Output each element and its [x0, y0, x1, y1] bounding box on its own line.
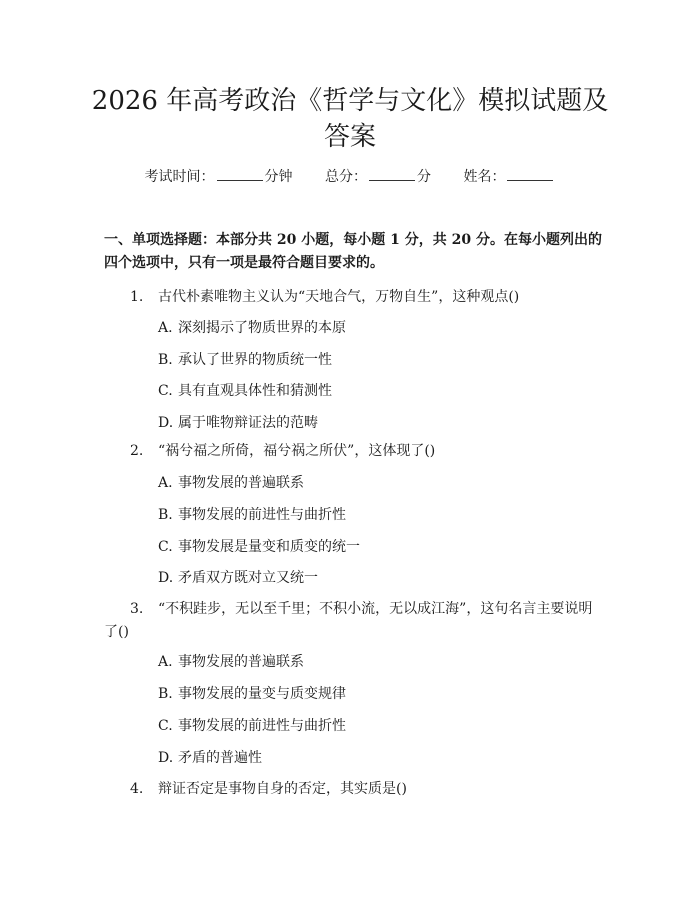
option-text: 深刻揭示了物质世界的本原: [178, 320, 346, 336]
option-item[interactable]: [158, 652, 598, 672]
option-text: 事物发展是量变和质变的统一: [178, 539, 360, 555]
option-item[interactable]: [158, 537, 598, 557]
option-text: 承认了世界的物质统一性: [178, 352, 332, 368]
student-name-field: [463, 166, 555, 188]
student-name-blank[interactable]: [507, 166, 553, 181]
option-text: 具有直观具体性和猜测性: [178, 383, 332, 399]
option-item[interactable]: [158, 505, 598, 525]
option-item[interactable]: [158, 568, 598, 588]
exam-meta: [0, 166, 700, 188]
section-heading: 一、单项选择题：本部分共 20 小题，每小题 1 分，共 20 分。在每小题列出的四个选项中，只有一项是最符合题目要求的。: [104, 232, 602, 271]
option-letter: A.: [158, 654, 173, 670]
option-item[interactable]: [158, 748, 598, 768]
option-letter: A.: [158, 320, 173, 336]
question-text: “祸兮福之所倚，福兮祸之所伏”，这体现了(): [158, 443, 436, 459]
question-item: [104, 440, 604, 463]
option-text: 矛盾的普遍性: [178, 750, 262, 766]
option-text: 事物发展的量变与质变规律: [178, 686, 346, 702]
question-item: [104, 286, 604, 309]
option-letter: B.: [158, 507, 173, 523]
option-letter: C.: [158, 383, 173, 399]
option-letter: B.: [158, 352, 173, 368]
option-letter: B.: [158, 686, 173, 702]
exam-time-unit: 分钟: [264, 169, 293, 185]
option-item[interactable]: [158, 318, 598, 338]
option-letter: C.: [158, 718, 173, 734]
question-text: 辩证否定是事物自身的否定，其实质是(): [158, 781, 407, 797]
total-score-blank[interactable]: [369, 166, 415, 181]
option-letter: C.: [158, 539, 173, 555]
option-text: 事物发展的普遍联系: [178, 654, 304, 670]
total-score-unit: 分: [417, 169, 431, 185]
question-number: 2.: [130, 443, 144, 459]
option-letter: D.: [158, 415, 174, 431]
option-item[interactable]: [158, 684, 598, 704]
option-text: 属于唯物辩证法的范畴: [178, 415, 318, 431]
question-text: “不积跬步，无以至千里；不积小流，无以成江海”，这句名言主要说明了(): [104, 601, 593, 640]
exam-time-blank[interactable]: [217, 166, 263, 181]
question-number: 1.: [130, 289, 144, 305]
option-letter: D.: [158, 750, 174, 766]
question-item: [104, 598, 604, 644]
option-text: 矛盾双方既对立又统一: [178, 570, 318, 586]
option-item[interactable]: [158, 413, 598, 433]
question-number: 4.: [130, 781, 144, 797]
option-letter: A.: [158, 475, 173, 491]
option-letter: D.: [158, 570, 174, 586]
option-text: 事物发展的前进性与曲折性: [178, 507, 346, 523]
exam-time-field: [145, 166, 293, 188]
option-item[interactable]: [158, 473, 598, 493]
page-title-line-2: 答案: [323, 122, 376, 152]
option-item[interactable]: [158, 716, 598, 736]
total-score-label: 总分：: [325, 169, 367, 185]
option-item[interactable]: [158, 350, 598, 370]
exam-time-label: 考试时间：: [144, 169, 215, 185]
total-score-field: [325, 166, 431, 188]
question-number: 3.: [130, 601, 144, 617]
question-text: 古代朴素唯物主义认为“天地合气，万物自生”，这种观点(): [158, 289, 520, 305]
option-item[interactable]: [158, 381, 598, 401]
question-item: [104, 778, 604, 801]
page-title-line-1: 2026 年高考政治《哲学与文化》模拟试题及: [91, 86, 609, 116]
option-text: 事物发展的前进性与曲折性: [178, 718, 346, 734]
option-text: 事物发展的普遍联系: [178, 475, 304, 491]
student-name-label: 姓名：: [463, 169, 506, 185]
